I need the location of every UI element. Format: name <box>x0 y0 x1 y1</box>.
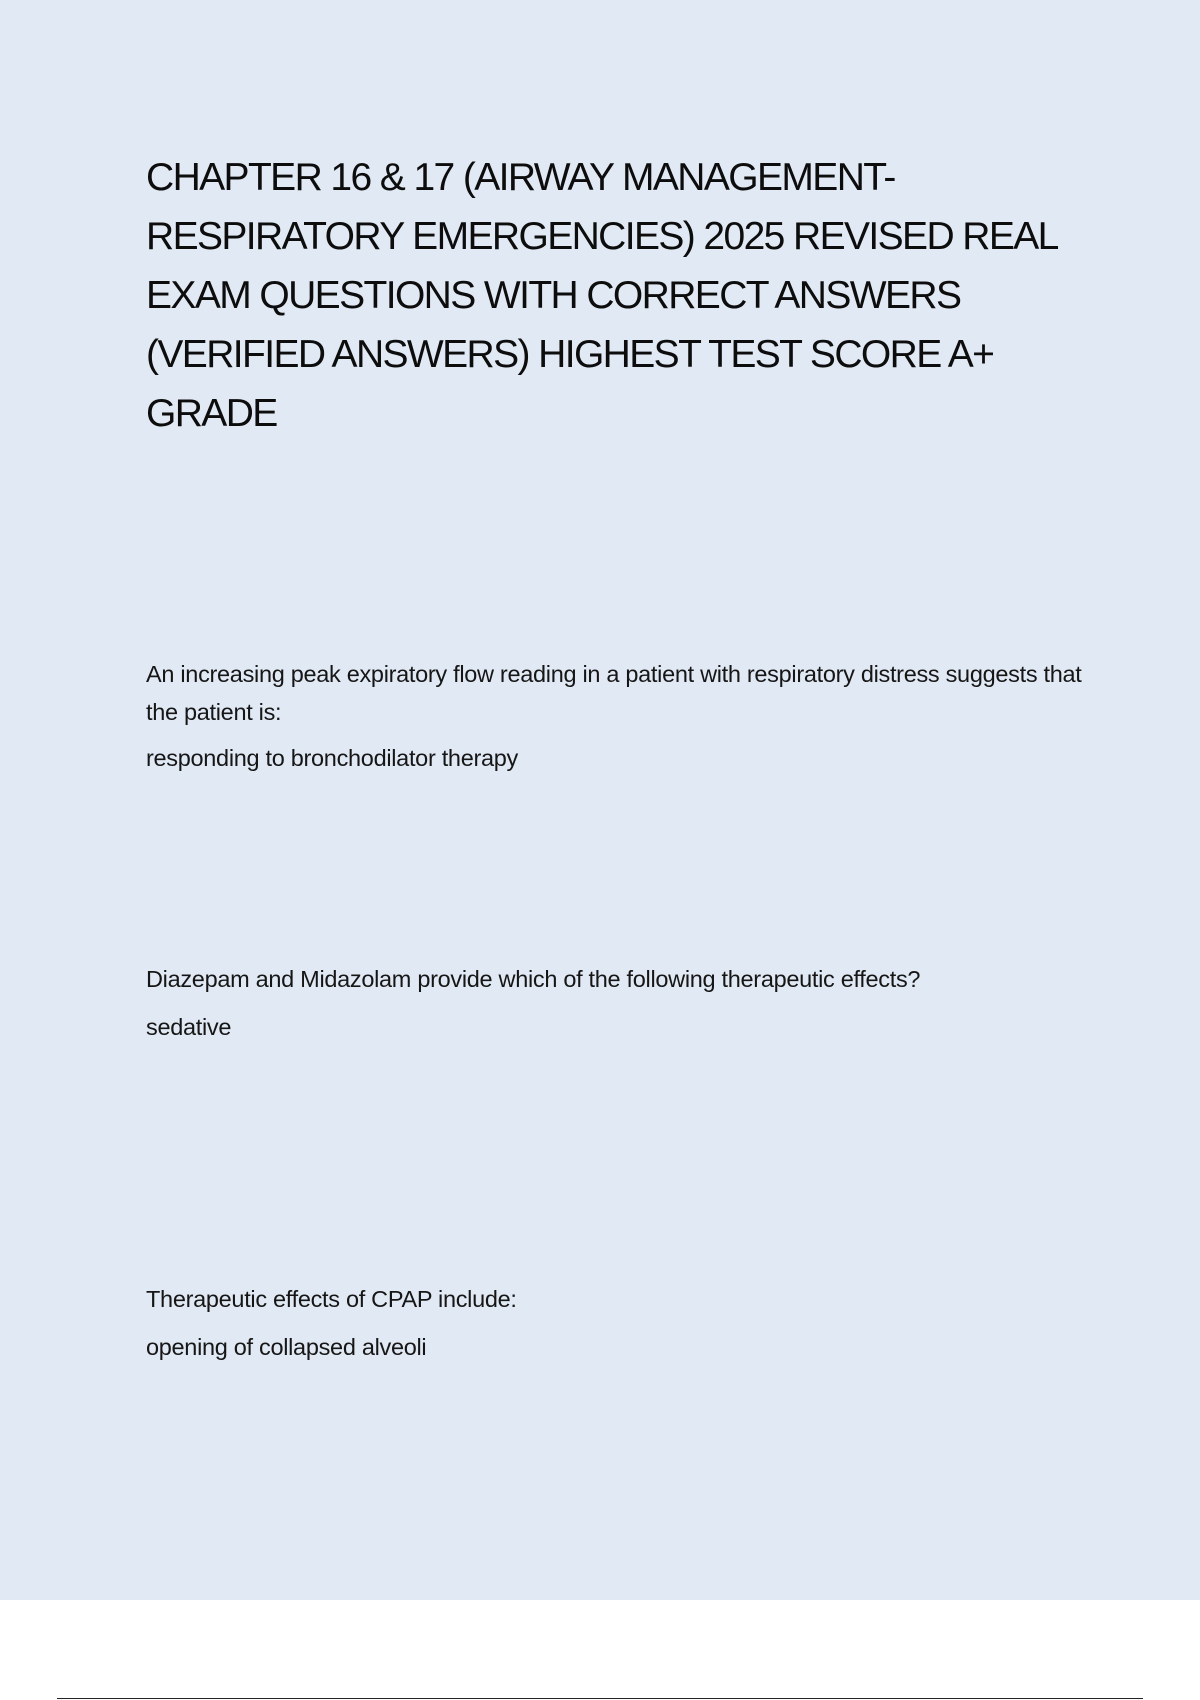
answer-text: responding to bronchodilator therapy <box>146 745 518 771</box>
question-text: Diazepam and Midazolam provide which of the following therapeutic effects? <box>146 966 921 992</box>
question-answer-item <box>146 655 1086 773</box>
question-text: Therapeutic effects of CPAP include: <box>146 1286 517 1312</box>
footer-divider <box>57 1698 1143 1699</box>
question-text: An increasing peak expiratory flow reading in a patient with respiratory distress suggests that the patient is: <box>146 661 1082 725</box>
question-answer-item <box>146 1280 1086 1362</box>
answer-text: sedative <box>146 1014 232 1040</box>
document-title: CHAPTER 16 & 17 (AIRWAY MANAGEMENT-RESPIRATORY EMERGENCIES) 2025 REVISED REAL EXAM QUESTIONS WITH CORRECT ANSWERS (VERIFIED ANSWERS) HIGHEST TEST SCORE A+ GRADE <box>146 156 1057 435</box>
question-answer-item <box>146 960 1086 1042</box>
answer-text: opening of collapsed alveoli <box>146 1334 427 1360</box>
